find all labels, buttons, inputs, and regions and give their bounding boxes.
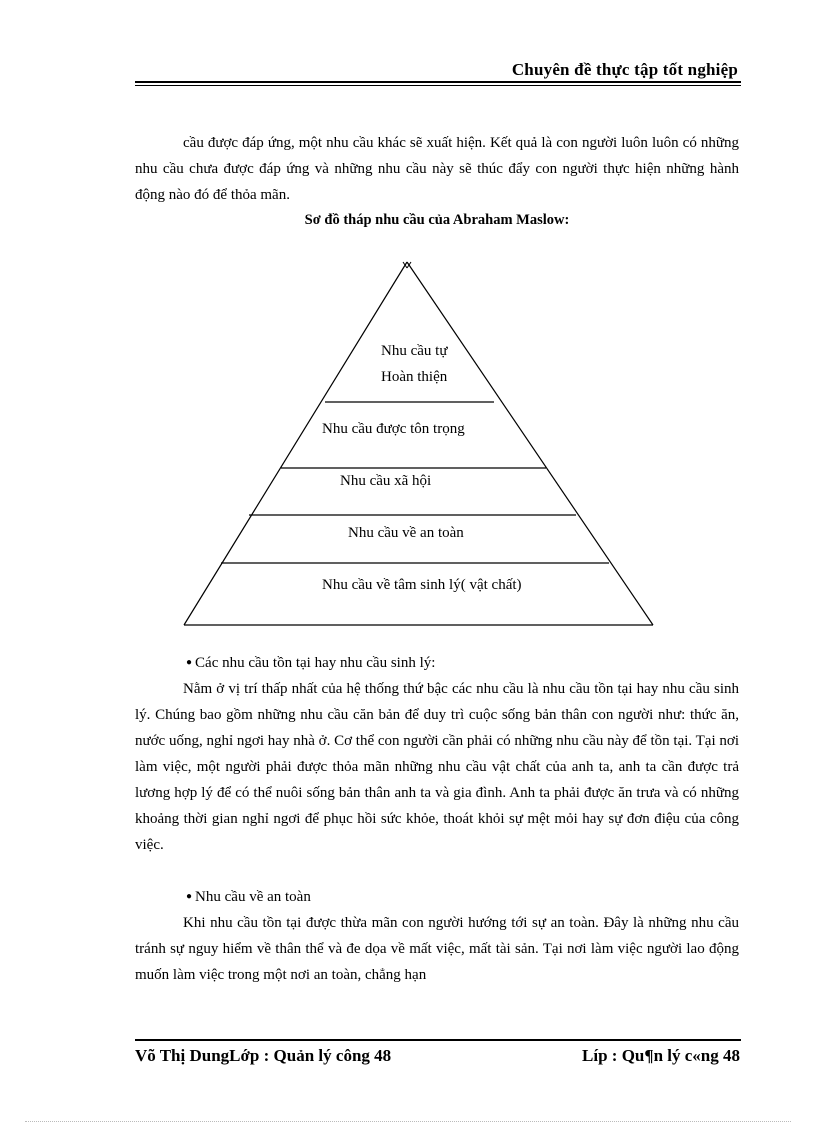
footer-right: Líp : Qu¶n lý c«ng 48: [582, 1046, 740, 1065]
level-self-actualization-line1: Nhu cầu tự: [381, 343, 448, 359]
section2-heading: Nhu cầu về an toàn: [195, 889, 311, 905]
section1-heading: Các nhu cầu tồn tại hay nhu cầu sinh lý:: [195, 655, 436, 671]
section1-paragraph: Nằm ở vị trí thấp nhất của hệ thống thứ bậc các nhu cầu là nhu cầu tồn tại hay nhu cầu sinh lý. Chúng bao gồm những nhu cầu căn bản để duy trì cuộc sống bản thân con người như: thức ăn, nước uống, nghỉ ngơi hay nhà ở. Cơ thể con người cần phải có những nhu cầu này để tồn tại. Tại nơi làm việc, một người phải được thỏa mãn những nhu cầu vật chất của anh ta, anh ta cần được trả lương hợp lý để có thể nuôi sống bản thân anh ta và gia đình. Anh ta phải được ăn trưa và có những khoảng thời gian nghỉ ngơi để phục hồi sức khỏe, thoát khỏi sự mệt mỏi hay sự đơn điệu của công việc.: [135, 681, 739, 853]
pyramid-right-edge: [407, 262, 653, 625]
footer-rule: [135, 1039, 741, 1041]
footer-left: Võ Thị DungLớp : Quản lý công 48: [135, 1046, 392, 1065]
bullet-icon: ●: [186, 657, 193, 668]
bullet-icon: ●: [186, 891, 193, 902]
level-safety: Nhu cầu về an toàn: [348, 525, 464, 541]
intro-paragraph: cầu được đáp ứng, một nhu cầu khác sẽ xuất hiện. Kết quả là con người luôn luôn có những nhu cầu chưa được đáp ứng và những nhu cầu này sẽ thúc đẩy con người thực hiện những hành động nào đó để thỏa mãn.: [135, 135, 739, 203]
level-social: Nhu cầu xã hội: [340, 473, 432, 489]
level-physiological: Nhu cầu về tâm sinh lý( vật chất): [322, 577, 522, 593]
section2-bullet: [186, 884, 311, 910]
section2-paragraph: Khi nhu cầu tồn tại được thừa mãn con người hướng tới sự an toàn. Đây là những nhu cầu tránh sự nguy hiểm về thân thể và đe dọa về mất việc, mất tài sản. Tại nơi làm việc người lao động muốn làm việc trong một nơi an toàn, chẳng hạn: [135, 915, 739, 983]
page-bottom-dotted-line: [25, 1121, 791, 1122]
header-title: Chuyên đề thực tập tốt nghiệp: [511, 60, 738, 79]
section1-bullet: [186, 650, 435, 676]
level-self-actualization-line2: Hoàn thiện: [381, 369, 448, 385]
pyramid-left-edge: [184, 262, 407, 625]
diagram-caption: Sơ đồ tháp nhu cầu của Abraham Maslow:: [304, 212, 570, 228]
level-esteem: Nhu cầu được tôn trọng: [322, 421, 465, 437]
